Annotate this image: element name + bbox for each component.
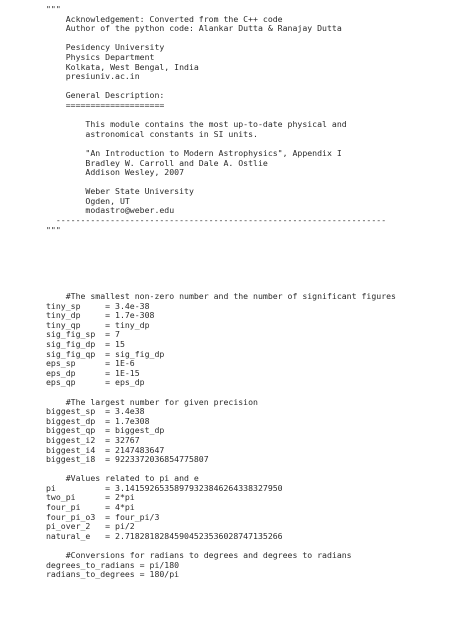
- code-comment: #The smallest non-zero number and the number of significant figures: [46, 291, 396, 301]
- code-comment: #Conversions for radians to degrees and degrees to radians: [46, 550, 352, 561]
- code-line: sig_fig_qp = sig_fig_dp: [46, 348, 165, 359]
- code-line: biggest_sp = 3.4e38: [46, 406, 145, 417]
- docstring-line: presiuniv.ac.in: [46, 71, 140, 82]
- code-line: biggest_i8 = 9223372036854775807: [46, 454, 209, 465]
- docstring-line: ====================: [46, 99, 165, 110]
- code-line: sig_fig_sp = 7: [46, 329, 120, 340]
- code-line: tiny_dp = 1.7e-308: [46, 310, 155, 321]
- separator-line: -------------------------------------------------------------------: [46, 215, 387, 226]
- docstring-line: Author of the python code: Alankar Dutta & Ranajay Dutta: [46, 23, 342, 34]
- docstring-line: Weber State University: [46, 186, 194, 197]
- code-line: eps_qp = eps_dp: [46, 377, 145, 388]
- code-line: biggest_i4 = 2147483647: [46, 444, 165, 455]
- docstring-line: """: [46, 4, 61, 14]
- code-line: pi_over_2 = pi/2: [46, 521, 135, 532]
- docstring-line: General Description:: [46, 90, 165, 101]
- docstring-line: Pesidency University: [46, 42, 165, 53]
- code-line: degrees_to_radians = pi/180: [46, 559, 180, 570]
- code-line: four_pi_o3 = four_pi/3: [46, 511, 160, 522]
- code-line: biggest_qp = biggest_dp: [46, 425, 165, 436]
- module-docstring: [46, 5, 386, 235]
- constants-code: [46, 292, 396, 580]
- code-line: natural_e = 2.71828182845904523536028747135266: [46, 530, 283, 541]
- code-comment: #Values related to pi and e: [46, 473, 199, 484]
- docstring-line: astronomical constants in SI units.: [46, 128, 258, 139]
- docstring-line: """: [46, 224, 61, 235]
- docstring-line: Addison Wesley, 2007: [46, 167, 185, 178]
- code-line: sig_fig_dp = 15: [46, 338, 125, 349]
- code-line: eps_sp = 1E-6: [46, 358, 135, 369]
- code-line: pi = 3.14159265358979323846264338327950: [46, 482, 283, 493]
- code-line: four_pi = 4*pi: [46, 502, 135, 513]
- code-comment: #The largest number for given precision: [46, 396, 258, 407]
- code-line: tiny_sp = 3.4e-38: [46, 300, 150, 311]
- docstring-line: This module contains the most up-to-date physical and: [46, 119, 347, 130]
- docstring-line: Ogden, UT: [46, 195, 130, 206]
- code-line: two_pi = 2*pi: [46, 492, 135, 503]
- code-line: biggest_dp = 1.7e308: [46, 415, 150, 426]
- code-line: biggest_i2 = 32767: [46, 434, 140, 445]
- docstring-line: Bradley W. Carroll and Dale A. Ostlie: [46, 157, 268, 168]
- docstring-line: Physics Department: [46, 51, 155, 62]
- docstring-line: modastro@weber.edu: [46, 205, 175, 216]
- code-line: radians_to_degrees = 180/pi: [46, 569, 180, 580]
- docstring-line: "An Introduction to Modern Astrophysics", Appendix I: [46, 147, 342, 158]
- code-line: tiny_qp = tiny_dp: [46, 319, 150, 330]
- docstring-line: Kolkata, West Bengal, India: [46, 61, 199, 72]
- docstring-line: Acknowledgement: Converted from the C++ code: [46, 13, 283, 24]
- code-line: eps_dp = 1E-15: [46, 367, 140, 378]
